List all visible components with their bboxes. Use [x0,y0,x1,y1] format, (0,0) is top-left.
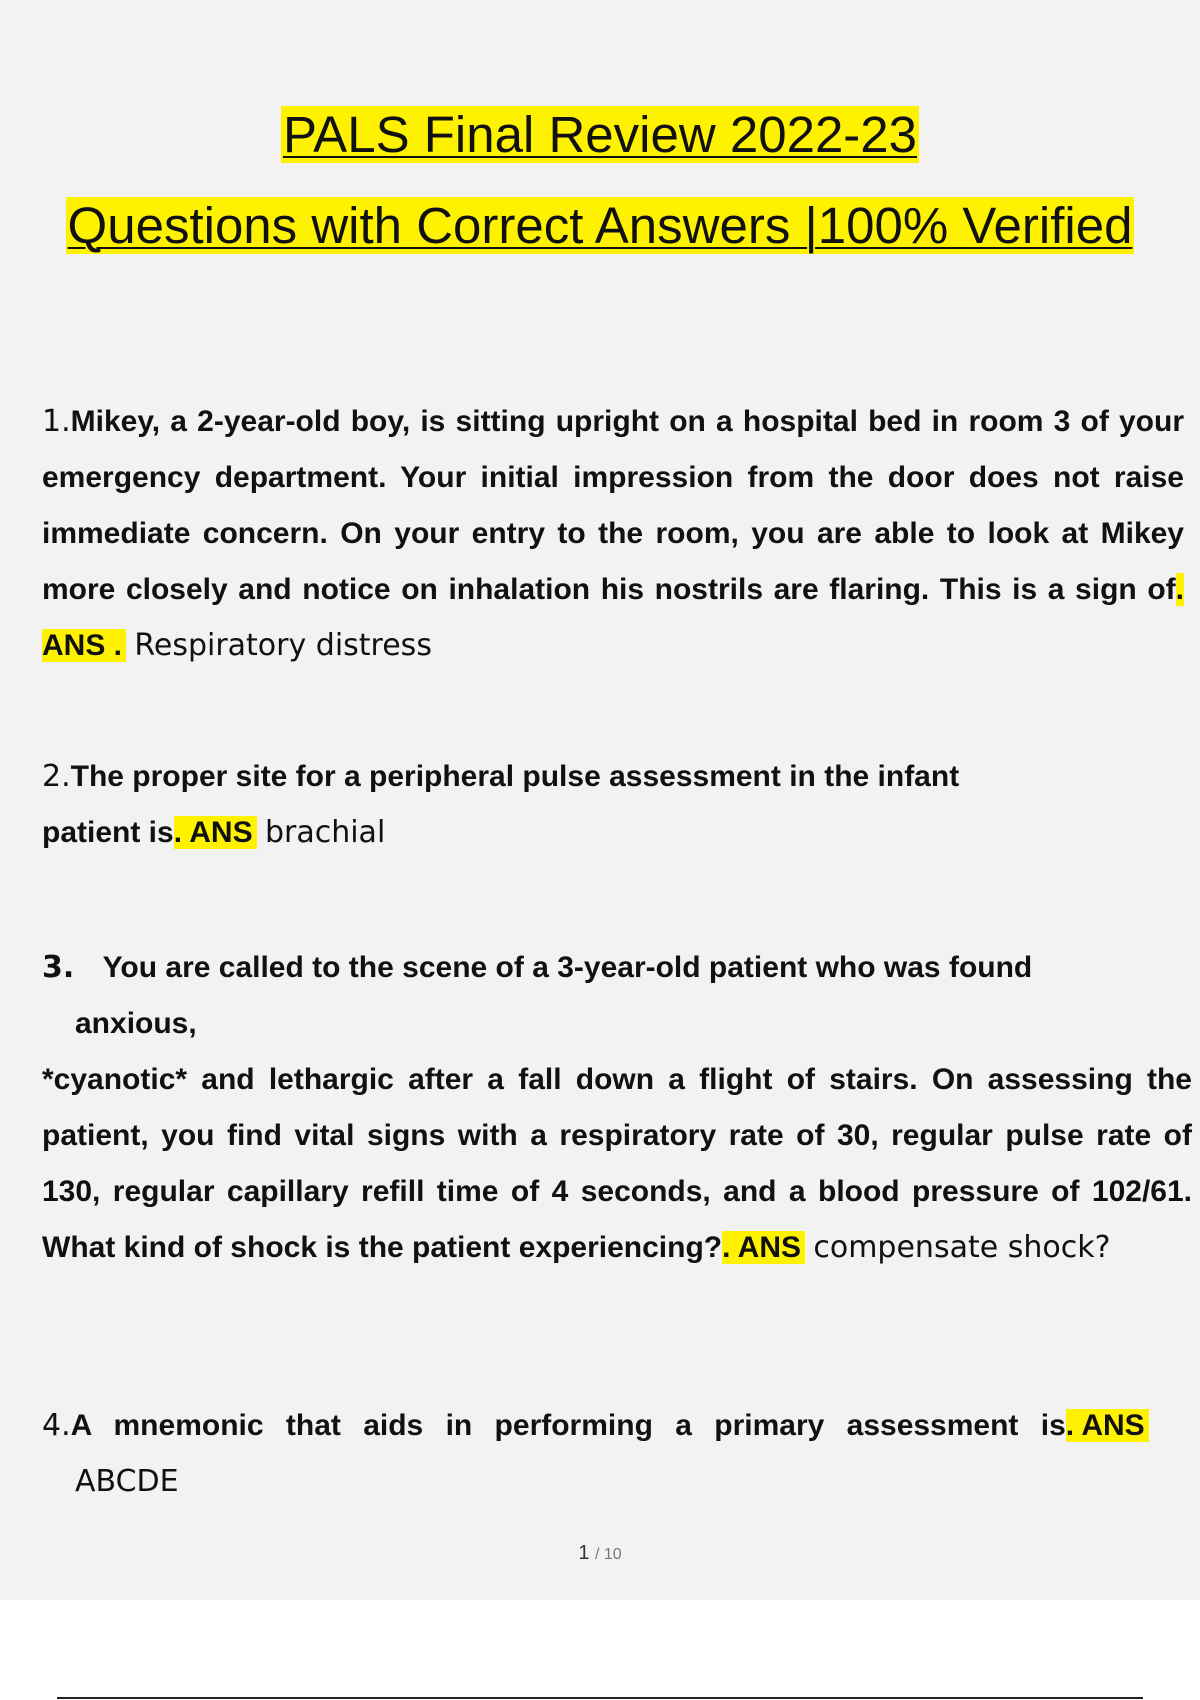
question-4 [42,1398,1192,1510]
question-number: 4. [42,1408,71,1443]
divider [57,1697,1143,1699]
question-text: A mnemonic that aids in performing a primary assessment is [70,1409,1066,1442]
question-text: You are called to the scene of a 3-year-old patient who was found [102,951,1033,984]
answer-text: compensate shock? [813,1230,1111,1265]
page-indicator [0,1542,1200,1565]
answer-text: ABCDE [75,1464,179,1499]
question-3 [42,940,1192,1276]
question-text: anxious, [75,1007,197,1040]
total-pages: / 10 [595,1546,622,1563]
question-2 [42,749,1002,861]
document-subtitle: Questions with Correct Answers |100% Verified [67,197,1133,254]
question-text: *cyanotic* and lethargic after a fall down a flight of stairs. On assessing the patient, you find vital signs with a respiratory rate of 30, regular pulse rate of 130, regular capillary refill time of 4 seconds, and a blood pressure of 102/61. What kind of shock is the patient experiencing? [42,1063,1192,1264]
current-page: 1 [578,1542,590,1564]
question-number: 2. [42,759,71,794]
question-1 [42,394,1184,674]
ans-label: . ANS [1066,1409,1149,1442]
question-text: Mikey, a 2-year-old boy, is sitting upright on a hospital bed in room 3 of your emergency department. Your initial impression from the door does not raise immediate concern. On your entry to the room, you are able to look at Mikey more closely and notice on inhalation his nostrils are flaring. This is a sign of [42,405,1184,606]
ans-label: . ANS [722,1231,805,1264]
answer-text: brachial [264,815,386,850]
answer-text: Respiratory distress [134,628,432,663]
ans-label: . ANS [174,816,257,849]
question-text: The proper site for a peripheral pulse assessment in the infant patient is [42,760,960,849]
ans-label: . ANS . [42,573,1184,662]
question-number: 3. [42,950,75,985]
document-title: PALS Final Review 2022-23 [282,106,918,163]
question-number: 1. [42,404,71,439]
